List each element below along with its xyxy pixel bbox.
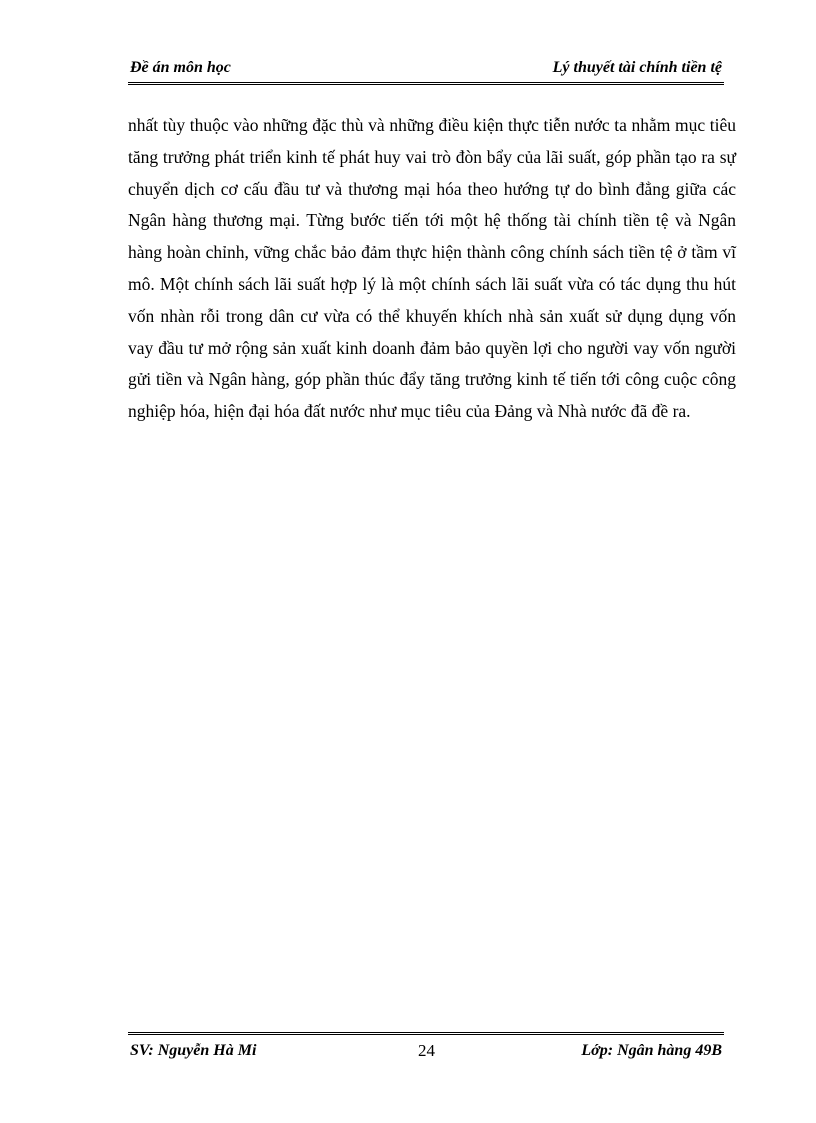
page-header bbox=[128, 56, 724, 85]
page-footer bbox=[128, 1032, 724, 1059]
header-subject-title: Lý thuyết tài chính tiền tệ bbox=[552, 59, 722, 76]
footer-class-name: Lớp: Ngân hàng 49B bbox=[581, 1042, 722, 1059]
body-paragraph: nhất tùy thuộc vào những đặc thù và những điều kiện thực tiễn nước ta nhằm mục tiêu tăng trưởng phát triển kinh tế phát huy vai trò đòn bẩy của lãi suất, góp phần tạo ra sự chuyển dịch cơ cấu đầu tư và thương mại hóa theo hướng tự do bình đẳng giữa các Ngân hàng thương mại. Từng bước tiến tới một hệ thống tài chính tiền tệ và Ngân hàng hoàn chỉnh, vững chắc bảo đảm thực hiện thành công chính sách tiền tệ ở tầm vĩ mô. Một chính sách lãi suất hợp lý là một chính sách lãi suất vừa có tác dụng thu hút vốn nhàn rỗi trong dân cư vừa có thể khuyến khích nhà sản xuất sử dụng dụng vốn vay đầu tư mở rộng sản xuất kinh doanh đảm bảo quyền lợi cho người vay vốn người gửi tiền và Ngân hàng, góp phần thúc đẩy tăng trưởng kinh tế tiến tới công cuộc công nghiệp hóa, hiện đại hóa đất nước như mục tiêu của Đảng và Nhà nước đã đề ra. bbox=[128, 115, 736, 422]
header-course-title: Đề án môn học bbox=[130, 59, 231, 76]
footer-student-name: SV: Nguyễn Hà Mi bbox=[130, 1042, 257, 1059]
page-number: 24 bbox=[418, 1041, 435, 1060]
